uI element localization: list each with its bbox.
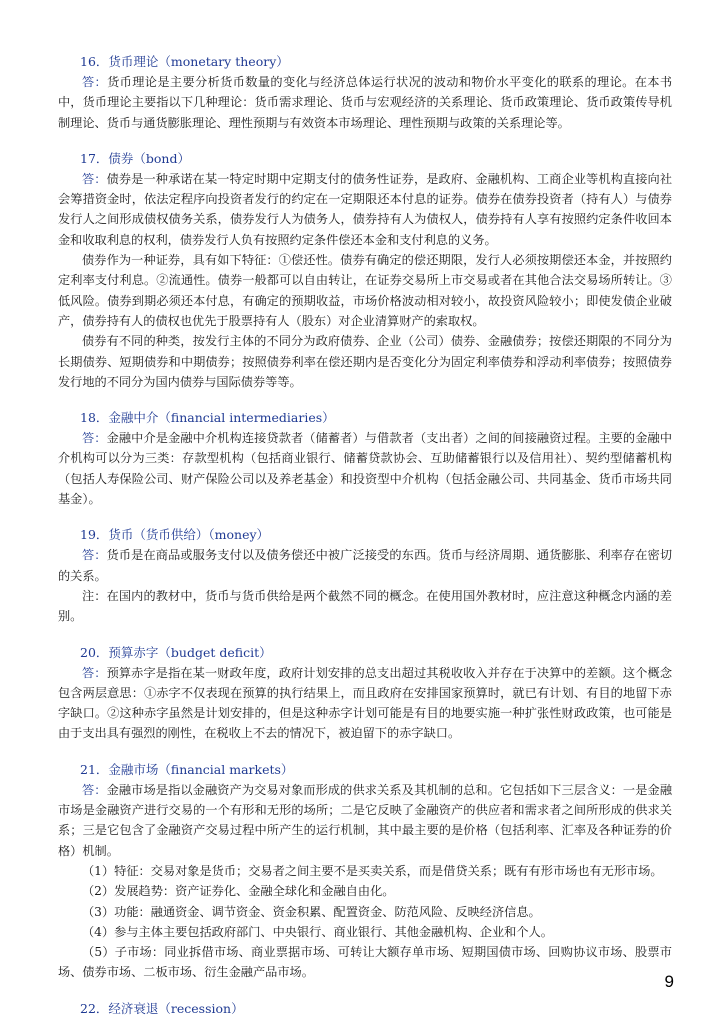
answer-text: 预算赤字是指在某一财政年度，政府计划安排的总支出超过其税收收入并存在于决算中的差额。这个概念包含两层意思：①赤字不仅表现在预算的执行结果上，而且政府在安排国家预算时，就已有计划、有目的地留下赤字缺口。②这种赤字虽然是计划安排的，但是这种赤字计划可能是有目的地要实施一种扩张性财政政策，也可能是由于支出具有强烈的刚性，在税收上不去的情况下，被迫留下的赤字缺口。 [58,665,673,741]
entry-budget-deficit [58,643,672,744]
entry-title: 19．货币（货币供给）（money） [80,527,270,543]
entry-answer [58,663,672,744]
entry-answer [58,545,672,586]
answer-text: 金融市场是指以金融资产为交易对象而形成的供求关系及其机制的总和。它包括如下三层含义：一是金融市场是金融资产进行交易的一个有形和无形的场所；二是它反映了金融资产的供应者和需求者之间所形成的供求关系；三是它包含了金融资产交易过程中所产生的运行机制，其中最主要的是价格（包括利率、汇率及各种证券的价格）机制。 [58,782,673,858]
entry-answer [58,780,672,861]
entry-answer [58,169,672,250]
entry-recession [58,999,672,1019]
entry-title: 16．货币理论（monetary theory） [80,54,289,69]
answer-lead: 答： [82,75,108,89]
answer-text: 金融中介是金融中介机构连接贷款者（储蓄者）与借款者（支出者）之间的间接融资过程。主要的金融中介机构可以分为三类：存款型机构（包括商业银行、储蓄贷款协会、互助储蓄银行以及信用社）、契约型储蓄机构（包括人寿保险公司、财产保险公司以及养老基金）和投资型中介机构（包括金融公司、共同基金、货币市场共同基金）。 [58,431,673,507]
answer-lead: 答： [82,548,107,563]
answer-lead: 答： [82,665,107,680]
entry-bond [58,149,672,392]
list-item: （1）特征：交易对象是货币；交易者之间主要不是买卖关系，而是借贷关系；既有有形市场也有无形市场。 [82,863,663,878]
answer-text: 货币是在商品或服务支付以及债务偿还中被广泛接受的东西。货币与经济周期、通货膨胀、利率存在密切的关系。 [58,548,673,583]
answer-lead: 答： [82,431,107,446]
entry-money [58,525,672,626]
answer-text: 货币理论是主要分析货币数量的变化与经济总体运行状况的波动和物价水平变化的联系的理论。在本书中，货币理论主要指以下几种理论：货币需求理论、货币与宏观经济的关系理论、货币政策理论、货币政策传导机制理论、货币与通货膨胀理论、理性预期与有效资本市场理论、理性预期与政策的关系理论等。 [58,75,673,130]
entry-note: 注：在国内的教材中，货币与货币供给是两个截然不同的概念。在使用国外教材时，应注意这种概念内涵的差别。 [58,588,672,624]
entry-financial-intermediaries [58,408,672,509]
entry-paragraph: 债券有不同的种类，按发行主体的不同分为政府债券、企业（公司）债券、金融债券；按偿还期限的不同分为长期债券、短期债券和中期债券；按照债券利率在偿还期内是否变化分为固定利率债券和浮动利率债券；按照债券发行地的不同分为国内债券与国际债券等等。 [58,334,672,389]
list-item: （3）功能：融通资金、调节资金、资金积累、配置资金、防范风险、反映经济信息。 [82,904,541,919]
entry-answer [58,72,672,133]
document-page [58,52,672,1035]
entry-answer [58,428,672,509]
entry-monetary-theory [58,52,672,133]
entry-paragraph: 债券作为一种证券，具有如下特征：①偿还性。债券有确定的偿还期限，发行人必须按期偿还本金，并按照约定利率支付利息。②流通性。债券一般都可以自由转让，在证券交易所上市交易或者在其他合法交易场所转让。③低风险。债券到期必须还本付息，有确定的预期收益，市场价格波动相对较小，故投资风险较小；即使发债企业破产，债券持有人的债权也优先于股票持有人（股东）对企业清算财产的索取权。 [58,253,672,328]
answer-lead: 答： [82,782,107,797]
list-item: （5）子市场：同业拆借市场、商业票据市场、可转让大额存单市场、短期国债市场、回购协议市场、股票市场、债券市场、二板市场、衍生金融产品市场。 [58,945,672,980]
entry-title: 21．金融市场（financial markets） [80,761,294,777]
answer-lead: 答： [82,171,107,186]
entry-title: 20．预算赤字（budget deficit） [80,644,272,660]
entry-title: 18．金融中介（financial intermediaries） [80,410,335,426]
entry-title: 17．债券（bond） [80,150,190,166]
list-item: （4）参与主体主要包括政府部门、中央银行、商业银行、其他金融机构、企业和个人。 [82,924,553,939]
answer-text: 债券是一种承诺在某一特定时期中定期支付的债务性证券，是政府、金融机构、工商企业等机构直接向社会筹措资金时，依法定程序向投资者发行的约定在一定期限还本付息的证券。债券在债券投资者（持有人）与债券发行人之间形成债权债务关系，债券发行人为债务人，债券持有人为债权人，债券持有人享有按照约定条件收回本金和收取利息的权利，债券发行人负有按照约定条件偿还本金和支付利息的义务。 [58,171,673,247]
page-number: 9 [664,972,674,991]
entry-title: 22．经济衰退（recession） [80,1000,244,1016]
list-item: （2）发展趋势：资产证券化、金融全球化和金融自由化。 [82,884,395,899]
entry-financial-markets [58,760,672,983]
